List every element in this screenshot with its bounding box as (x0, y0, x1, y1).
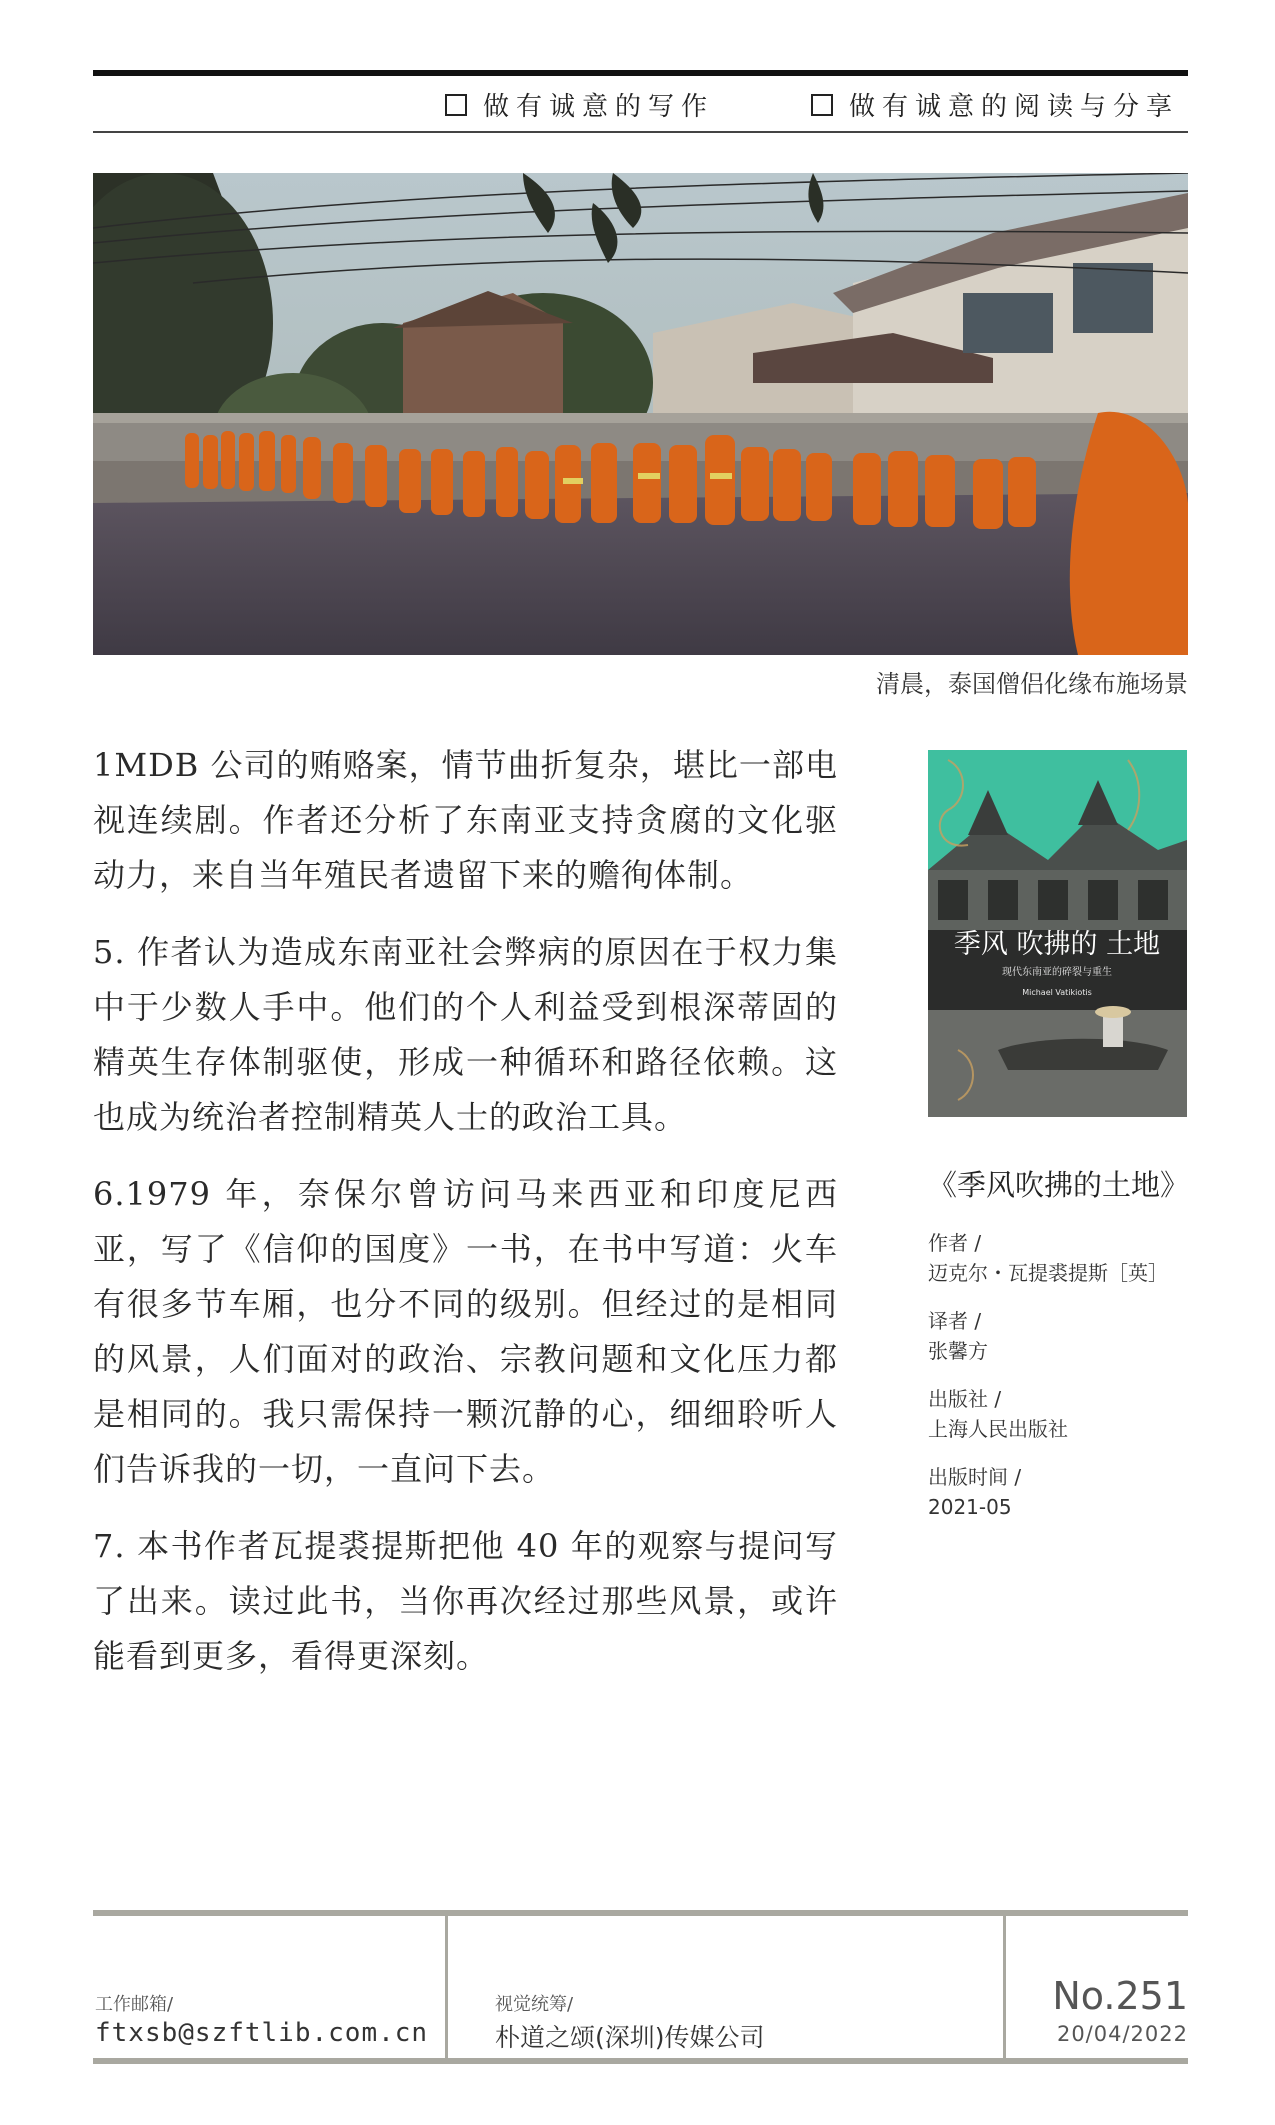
header-bottom-rule (93, 131, 1188, 133)
author-label: 作者 / (928, 1231, 982, 1255)
monks-photo (93, 173, 1188, 655)
book-title: 《季风吹拂的土地》 (928, 1168, 1190, 1202)
article-paragraph: 7. 本书作者瓦提裘提斯把他 40 年的观察与提问写了出来。读过此书，当你再次经过那些风景，或许能看到更多，看得更深刻。 (93, 1527, 838, 1675)
issue-date: 20/04/2022 (1056, 2022, 1188, 2046)
header-slogan-reading-text: 做有诚意的阅读与分享 (849, 92, 1180, 122)
book-cover-title: 季风 吹拂的 土地 (953, 929, 1161, 960)
photo-caption: 清晨，泰国僧侣化缘布施场景 (876, 670, 1188, 698)
header-slogan-writing (445, 86, 714, 123)
article-paragraph: 5. 作者认为造成东南亚社会弊病的原因在于权力集中于少数人手中。他们的个人利益受到根深蒂固的精英生存体制驱使，形成一种循环和路径依赖。这也成为统治者控制精英人士的政治工具。 (93, 933, 838, 1136)
footer-divider (1003, 1916, 1006, 2058)
publish-date-value: 2021-05 (928, 1495, 1012, 1519)
checkbox-square-icon (445, 94, 467, 116)
email-label: 工作邮箱/ (95, 1994, 174, 2015)
header-top-rule (93, 70, 1188, 76)
footer (93, 1910, 1188, 2064)
footer-top-rule (93, 1910, 1188, 1916)
translator-value: 张馨方 (928, 1339, 988, 1363)
publisher-value: 上海人民出版社 (928, 1417, 1068, 1441)
design-label: 视觉统筹/ (495, 1994, 574, 2015)
publisher-label: 出版社 / (928, 1387, 1002, 1411)
checkbox-square-icon (811, 94, 833, 116)
book-cover-author: Michael Vatikiotis (1022, 988, 1092, 997)
article-paragraph: 1MDB 公司的贿赂案，情节曲折复杂，堪比一部电视连续剧。作者还分析了东南亚支持贪腐的文化驱动力，来自当年殖民者遗留下来的赡徇体制。 (93, 746, 838, 894)
email-link[interactable]: ftxsb@szftlib.com.cn (95, 2018, 429, 2048)
book-cover-subtitle: 现代东南亚的碎裂与重生 (1002, 967, 1112, 978)
author-value: 迈克尔・瓦提裘提斯［英］ (928, 1261, 1168, 1285)
translator-label: 译者 / (928, 1309, 982, 1333)
header (93, 86, 1188, 126)
article-body (93, 738, 838, 1706)
header-slogan-writing-text: 做有诚意的写作 (483, 92, 715, 122)
design-company: 朴道之颂(深圳)传媒公司 (495, 2023, 765, 2052)
book-meta (928, 1228, 1187, 1540)
issue-number: No.251 (1052, 1974, 1188, 2018)
article-paragraph: 6.1979 年，奈保尔曾访问马来西亚和印度尼西亚，写了《信仰的国度》一书，在书中写道：火车有很多节车厢，也分不同的级别。但经过的是相同的风景，人们面对的政治、宗教问题和文化压力都是相同的。我只需保持一颗沉静的心，细细聆听人们告诉我的一切，一直问下去。 (93, 1175, 838, 1488)
footer-divider (445, 1916, 448, 2058)
footer-bottom-rule (93, 2058, 1188, 2064)
book-cover-image (928, 750, 1187, 1117)
header-slogan-reading (811, 86, 1179, 123)
publish-date-label: 出版时间 / (928, 1465, 1022, 1489)
